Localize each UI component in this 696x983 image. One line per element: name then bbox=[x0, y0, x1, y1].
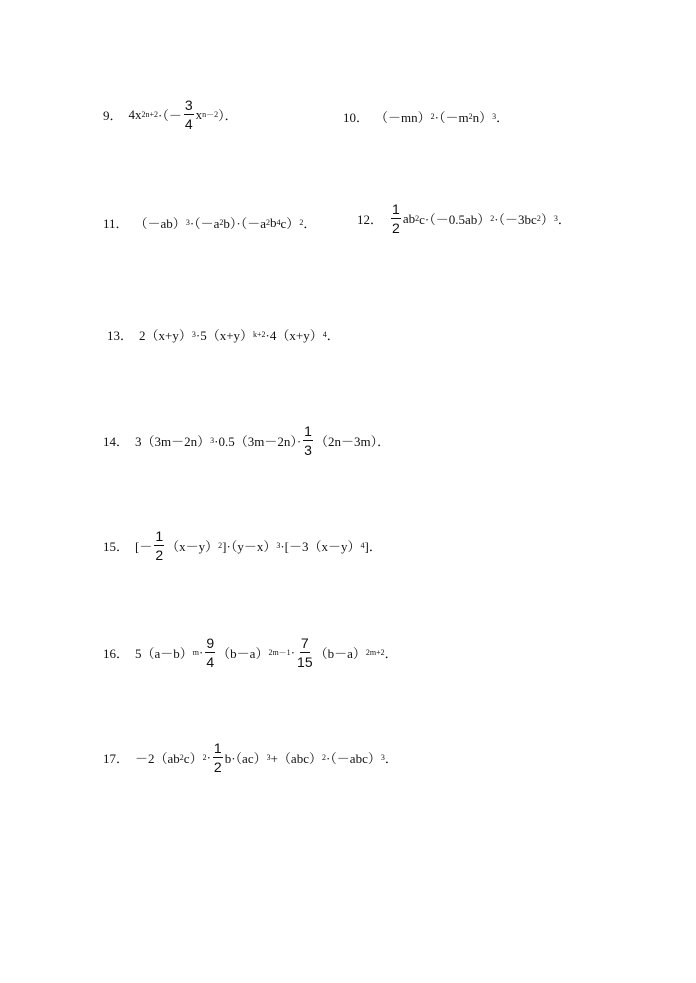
problem-16: 16． 5（a－b） m · $\frac{9}{4}$ （b－a） 2m－1 · $\frac{7}{15}$ （b－a） 2m+2 ． bbox=[103, 635, 398, 670]
problem-number: 16． bbox=[103, 646, 130, 661]
problem-number: 15． bbox=[103, 539, 130, 554]
problem-number: 9． bbox=[103, 108, 123, 123]
problem-9: 9． 4x 2n+2 ·（－ $\frac{3}{4}$ x n－2 ）． bbox=[103, 97, 238, 132]
problem-17: 17． －2（ab 2 c） 2 · $\frac{1}{2}$ b·（ac） 3 +（abc） 2 ·（－abc） 3 ． bbox=[103, 740, 398, 775]
fraction: $\frac{1}{3}$ bbox=[304, 423, 312, 458]
fraction: $\frac{1}{2}$ bbox=[213, 740, 222, 775]
problem-12: 12． $\frac{1}{2}$ ab 2 c·（－0.5ab） 2 ·（－3bc 2 ） 3 ． bbox=[357, 201, 571, 236]
problem-number: 12． bbox=[357, 212, 384, 227]
problem-10: 10． （－mn） 2 ·（－m 2 n） 3 ． bbox=[343, 107, 509, 126]
problem-number: 14． bbox=[103, 434, 130, 449]
problem-number: 13． bbox=[107, 328, 134, 343]
fraction: $\frac{1}{2}$ bbox=[155, 528, 164, 563]
problem-number: 10． bbox=[343, 110, 370, 125]
problem-15: 15． [－ $\frac{1}{2}$ （x－y） 2 ]·（y－x） 3 ·[－3（x－y） 4 ]． bbox=[103, 528, 382, 563]
fraction: $\frac{9}{4}$ bbox=[206, 635, 215, 670]
problem-14: 14． 3（3m－2n） 3 ·0.5（3m－2n）· $\frac{1}{3}$ （2n－3m）． bbox=[103, 423, 391, 458]
problem-number: 11． bbox=[103, 216, 129, 231]
problem-number: 17． bbox=[103, 751, 130, 766]
problem-11: 11． （－ab） 3 ·（－a 2 b）·（－a 2 b 4 c） 2 ． bbox=[103, 214, 317, 231]
fraction: $\frac{1}{2}$ bbox=[392, 201, 400, 236]
problem-13: 13． 2（x+y） 3 ·5（x+y） k+2 ·4（x+y） 4 ． bbox=[107, 325, 340, 344]
fraction: $\frac{3}{4}$ bbox=[184, 97, 193, 132]
fraction: $\frac{7}{15}$ bbox=[297, 635, 313, 670]
